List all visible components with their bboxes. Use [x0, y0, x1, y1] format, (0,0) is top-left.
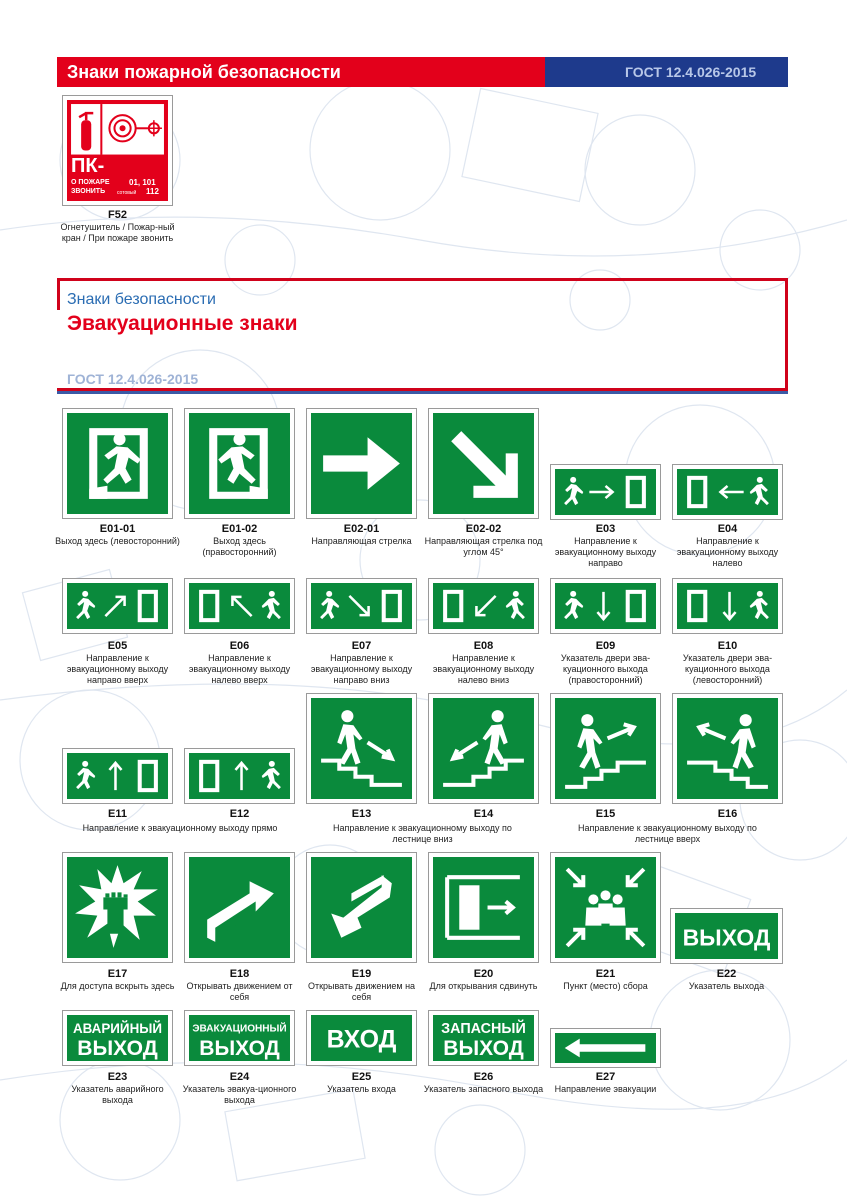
caption-e24 — [177, 1071, 302, 1106]
sign-e20 — [428, 852, 539, 963]
code-e13: E13 — [351, 808, 372, 820]
caption-e27 — [543, 1071, 668, 1095]
man-stairs-up-left-icon — [677, 698, 778, 799]
sign-e24 — [184, 1010, 295, 1066]
code-e05: E05 — [107, 640, 128, 652]
caption-e01-02 — [177, 523, 302, 558]
sign-e11 — [62, 748, 173, 804]
caption-e07 — [299, 640, 424, 686]
caption-e21 — [543, 968, 668, 992]
sign-e07 — [306, 578, 417, 634]
desc-e01-02: Выход здесь (правосторонний) — [202, 536, 277, 557]
desc-e01-01: Выход здесь (левосторонний) — [55, 536, 180, 546]
sign-e10 — [672, 578, 783, 634]
caption-e04 — [665, 523, 790, 569]
desc-f52: Огнетушитель / Пожар-ный кран / При пожаре звонить — [60, 222, 175, 243]
sign-e17 — [62, 852, 173, 963]
code-e07: E07 — [351, 640, 372, 652]
man-stairs-down-right-icon — [311, 698, 412, 799]
e25-sign-text: ВХОД — [326, 1025, 397, 1054]
caption-e08 — [421, 640, 546, 686]
e22-sign-text: ВЫХОД — [682, 924, 771, 951]
sign-e01-02 — [184, 408, 295, 519]
f52-fire-label: О ПОЖАРЕ — [71, 179, 110, 186]
code-e25: E25 — [351, 1071, 372, 1083]
desc-e07: Направление к эвакуационному выходу направо вниз — [310, 653, 413, 685]
code-e11: E11 — [108, 808, 127, 820]
code-e01-02: E01-02 — [221, 523, 258, 535]
desc-e09: Указатель двери эва-куационного выхода (правосторонний) — [560, 653, 651, 685]
sign-e19 — [306, 852, 417, 963]
desc-e26: Указатель запасного выхода — [423, 1084, 544, 1094]
e24-sign-text-1: ЭВАКУАЦИОННЫЙ — [192, 1023, 287, 1035]
man-stairs-up-right-icon — [555, 698, 656, 799]
caption-e09 — [543, 640, 668, 686]
sign-e18 — [184, 852, 295, 963]
sign-e03 — [550, 464, 661, 520]
man-arrow-down-left-door-icon — [433, 583, 534, 629]
code-e19: E19 — [351, 968, 372, 980]
slide-door-icon — [433, 857, 534, 958]
caption-e25 — [299, 1071, 424, 1095]
caption-e02-02 — [421, 523, 546, 558]
sign-e26 — [428, 1010, 539, 1066]
sign-e23 — [62, 1010, 173, 1066]
desc-e03: Направление к эвакуационному выходу направо — [554, 536, 657, 568]
code-e02-02: E02-02 — [465, 523, 502, 535]
f52-numbers: 01, 101 — [129, 178, 156, 187]
sign-e22 — [670, 908, 783, 964]
man-stairs-down-left-icon — [433, 698, 534, 799]
sign-e02-01 — [306, 408, 417, 519]
sign-e01-01 — [62, 408, 173, 519]
man-arrow-left-door-icon — [677, 469, 778, 515]
man-arrow-up-door-icon — [67, 753, 168, 799]
sign-e08 — [428, 578, 539, 634]
desc-e05: Направление к эвакуационному выходу направо вверх — [66, 653, 169, 685]
desc-e27: Направление эвакуации — [554, 1084, 657, 1094]
caption-e05 — [55, 640, 180, 686]
caption-e10 — [665, 640, 790, 686]
code-e20: E20 — [473, 968, 494, 980]
sign-e21 — [550, 852, 661, 963]
caption-e22 — [664, 968, 789, 992]
desc-e02-02: Направляющая стрелка под углом 45° — [424, 536, 543, 557]
code-e06: E06 — [229, 640, 250, 652]
caption-e14 — [428, 808, 539, 821]
sign-e12 — [184, 748, 295, 804]
header-title: Знаки пожарной безопасности — [57, 57, 545, 87]
fist-break-glass-icon — [67, 857, 168, 958]
desc-e02-01: Направляющая стрелка — [311, 536, 412, 546]
desc-e22: Указатель выхода — [688, 981, 765, 991]
code-e14: E14 — [473, 808, 494, 820]
desc-e15-e16: Направление к эвакуационному выходу по лестнице вверх — [578, 823, 757, 844]
code-e01-01: E01-01 — [99, 523, 136, 535]
man-arrow-right-door-icon — [555, 469, 656, 515]
f52-pk-label: ПК- — [71, 155, 105, 177]
code-e02-01: E02-01 — [343, 523, 380, 535]
code-e16: E16 — [717, 808, 738, 820]
desc-e13-e14: Направление к эвакуационному выходу по лестнице вниз — [333, 823, 512, 844]
f52-mobile: 112 — [146, 187, 159, 196]
caption-e06 — [177, 640, 302, 686]
man-arrow-up-left-door-icon — [189, 583, 290, 629]
e24-sign-text-2: ВЫХОД — [199, 1037, 280, 1061]
man-arrow-up-right-door-icon — [67, 583, 168, 629]
caption-e17 — [55, 968, 180, 992]
assembly-point-icon — [555, 857, 656, 958]
arrow-right-icon — [311, 413, 412, 514]
caption-e02-01 — [299, 523, 424, 547]
man-arrow-down-door-icon — [555, 583, 656, 629]
sign-e15 — [550, 693, 661, 804]
caption-e12 — [184, 808, 295, 821]
caption-e20 — [421, 968, 546, 992]
desc-e20: Для открывания сдвинуть — [429, 981, 538, 991]
code-e12: E12 — [229, 808, 250, 820]
f52-mobile-label: сотовый — [117, 190, 137, 196]
e23-sign-text-1: АВАРИЙНЫЙ — [72, 1021, 163, 1037]
caption-e19 — [299, 968, 424, 1003]
sign-e14 — [428, 693, 539, 804]
e26-sign-text-2: ВЫХОД — [443, 1037, 524, 1061]
desc-e24: Указатель эвакуа-ционного выхода — [182, 1084, 297, 1105]
caption-e18 — [177, 968, 302, 1003]
man-arrow-down-right-door-icon — [311, 583, 412, 629]
caption-f52 — [55, 209, 180, 244]
sign-e09 — [550, 578, 661, 634]
code-e17: E17 — [107, 968, 128, 980]
sign-e25 — [306, 1010, 417, 1066]
desc-e19: Открывать движением на себя — [307, 981, 416, 1002]
e26-sign-text-1: ЗАПАСНЫЙ — [441, 1021, 526, 1038]
push-door-arrow-icon — [189, 857, 290, 958]
code-f52: F52 — [108, 209, 127, 221]
sign-e04 — [672, 464, 783, 520]
caption-e15 — [550, 808, 661, 821]
header-standard: ГОСТ 12.4.026-2015 — [545, 57, 788, 87]
e23-sign-text-2: ВЫХОД — [77, 1037, 158, 1061]
desc-e11-e12: Направление к эвакуационному выходу прямо — [82, 823, 278, 833]
desc-e21: Пункт (место) сбора — [563, 981, 648, 991]
desc-e18: Открывать движением от себя — [186, 981, 293, 1002]
running-man-door-right-icon — [189, 413, 290, 514]
arrow-left-icon — [555, 1033, 656, 1063]
desc-e17: Для доступа вскрыть здесь — [60, 981, 175, 991]
arrow-diagonal-down-right-icon — [433, 413, 534, 514]
f52-call-label: ЗВОНИТЬ — [71, 188, 106, 195]
desc-e25: Указатель входа — [327, 1084, 396, 1094]
code-e10: E10 — [717, 640, 738, 652]
desc-e06: Направление к эвакуационному выходу налево вверх — [188, 653, 291, 685]
door-arrow-down-man-icon — [677, 583, 778, 629]
desc-e23: Указатель аварийного выхода — [71, 1084, 164, 1105]
sign-e05 — [62, 578, 173, 634]
code-e27: E27 — [595, 1071, 616, 1083]
code-e08: E08 — [473, 640, 494, 652]
section-subtitle: Знаки безопасности — [67, 291, 216, 308]
code-e18: E18 — [229, 968, 250, 980]
sign-e06 — [184, 578, 295, 634]
door-arrow-up-man-icon — [189, 753, 290, 799]
section-frame-bottom — [57, 388, 788, 394]
code-e15: E15 — [595, 808, 616, 820]
caption-e03 — [543, 523, 668, 569]
sign-f52 — [62, 95, 173, 206]
caption-e23 — [55, 1071, 180, 1106]
caption-e16 — [672, 808, 783, 821]
code-e23: E23 — [107, 1071, 128, 1083]
code-e09: E09 — [595, 640, 616, 652]
desc-e10: Указатель двери эва-куационного выхода (левосторонний) — [682, 653, 773, 685]
section-frame-left — [57, 278, 60, 310]
running-man-door-left-icon — [67, 413, 168, 514]
sign-e02-02 — [428, 408, 539, 519]
pull-door-arrow-icon — [311, 857, 412, 958]
code-e24: E24 — [229, 1071, 250, 1083]
caption-e26 — [421, 1071, 546, 1095]
code-e04: E04 — [717, 523, 738, 535]
caption-e01-01 — [55, 523, 180, 547]
sign-e13 — [306, 693, 417, 804]
desc-e04: Направление к эвакуационному выходу налево — [676, 536, 779, 568]
sign-e16 — [672, 693, 783, 804]
desc-e08: Направление к эвакуационному выходу налево вниз — [432, 653, 535, 685]
code-e21: E21 — [595, 968, 616, 980]
caption-e11 — [62, 808, 173, 821]
code-e22: E22 — [716, 968, 737, 980]
section-standard: ГОСТ 12.4.026-2015 — [67, 371, 199, 387]
code-e03: E03 — [595, 523, 616, 535]
caption-e13 — [306, 808, 417, 821]
code-e26: E26 — [473, 1071, 494, 1083]
sign-e27 — [550, 1028, 661, 1068]
section-title: Эвакуационные знаки — [67, 312, 298, 335]
